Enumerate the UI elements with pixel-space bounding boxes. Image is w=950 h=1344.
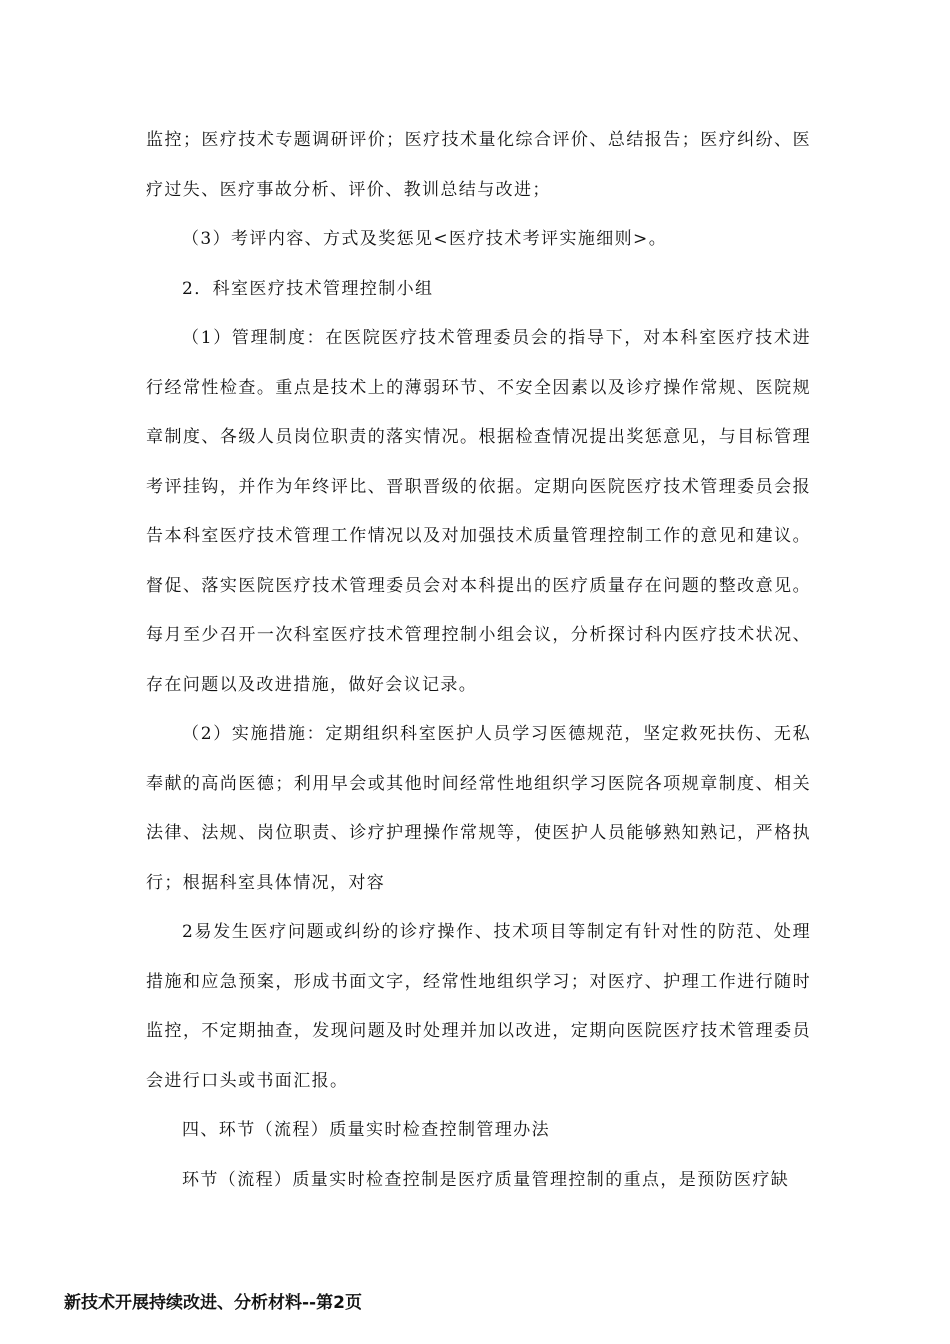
paragraph-process-quality-intro: 环节（流程）质量实时检查控制是医疗质量管理控制的重点，是预防医疗缺 bbox=[182, 1169, 790, 1190]
paragraph-continuation: 监控；医疗技术专题调研评价；医疗技术量化综合评价、总结报告；医疗纠纷、医疗过失、医疗事故分析、评价、教训总结与改进； bbox=[146, 130, 811, 200]
paragraph-evaluation-content: （3）考评内容、方式及奖惩见<医疗技术考评实施细则>。 bbox=[182, 229, 668, 249]
paragraph-implementation-measures: （2）实施措施：定期组织科室医护人员学习医德规范，坚定救死扶伤、无私奉献的高尚医德；利用早会或其他时间经常性地组织学习医院各项规章制度、相关法律、法规、岗位职责、诊疗护理操作常规等，使医护人员能够熟知熟记，严格执行；根据科室具体情况，对容 bbox=[146, 724, 811, 893]
section-heading-process-quality: 四、环节（流程）质量实时检查控制管理办法 bbox=[182, 1120, 550, 1140]
paragraph-management-system: （1）管理制度：在医院医疗技术管理委员会的指导下，对本科室医疗技术进行经常性检查。重点是技术上的薄弱环节、不安全因素以及诊疗操作常规、医院规章制度、各级人员岗位职责的落实情况。根据检查情况提出奖惩意见，与目标管理考评挂钩，并作为年终评比、晋职晋级的依据。定期向医院医疗技术管理委员会报告本科室医疗技术管理工作情况以及对加强技术质量管理控制工作的意见和建议。督促、落实医院医疗技术管理委员会对本科提出的医疗质量存在问题的整改意见。每月至少召开一次科室医疗技术管理控制小组会议，分析探讨科内医疗技术状况、存在问题以及改进措施，做好会议记录。 bbox=[146, 328, 811, 695]
document-body bbox=[146, 116, 811, 1205]
page-footer: 新技术开展持续改进、分析材料--第2页 bbox=[64, 1293, 362, 1313]
section-heading-dept-control-group: 2．科室医疗技术管理控制小组 bbox=[182, 278, 434, 299]
paragraph-prevention-measures: 2易发生医疗问题或纠纷的诊疗操作、技术项目等制定有针对性的防范、处理措施和应急预案，形成书面文字，经常性地组织学习；对医疗、护理工作进行随时监控，不定期抽查，发现问题及时处理并加以改进，定期向医院医疗技术管理委员会进行口头或书面汇报。 bbox=[146, 922, 811, 1091]
